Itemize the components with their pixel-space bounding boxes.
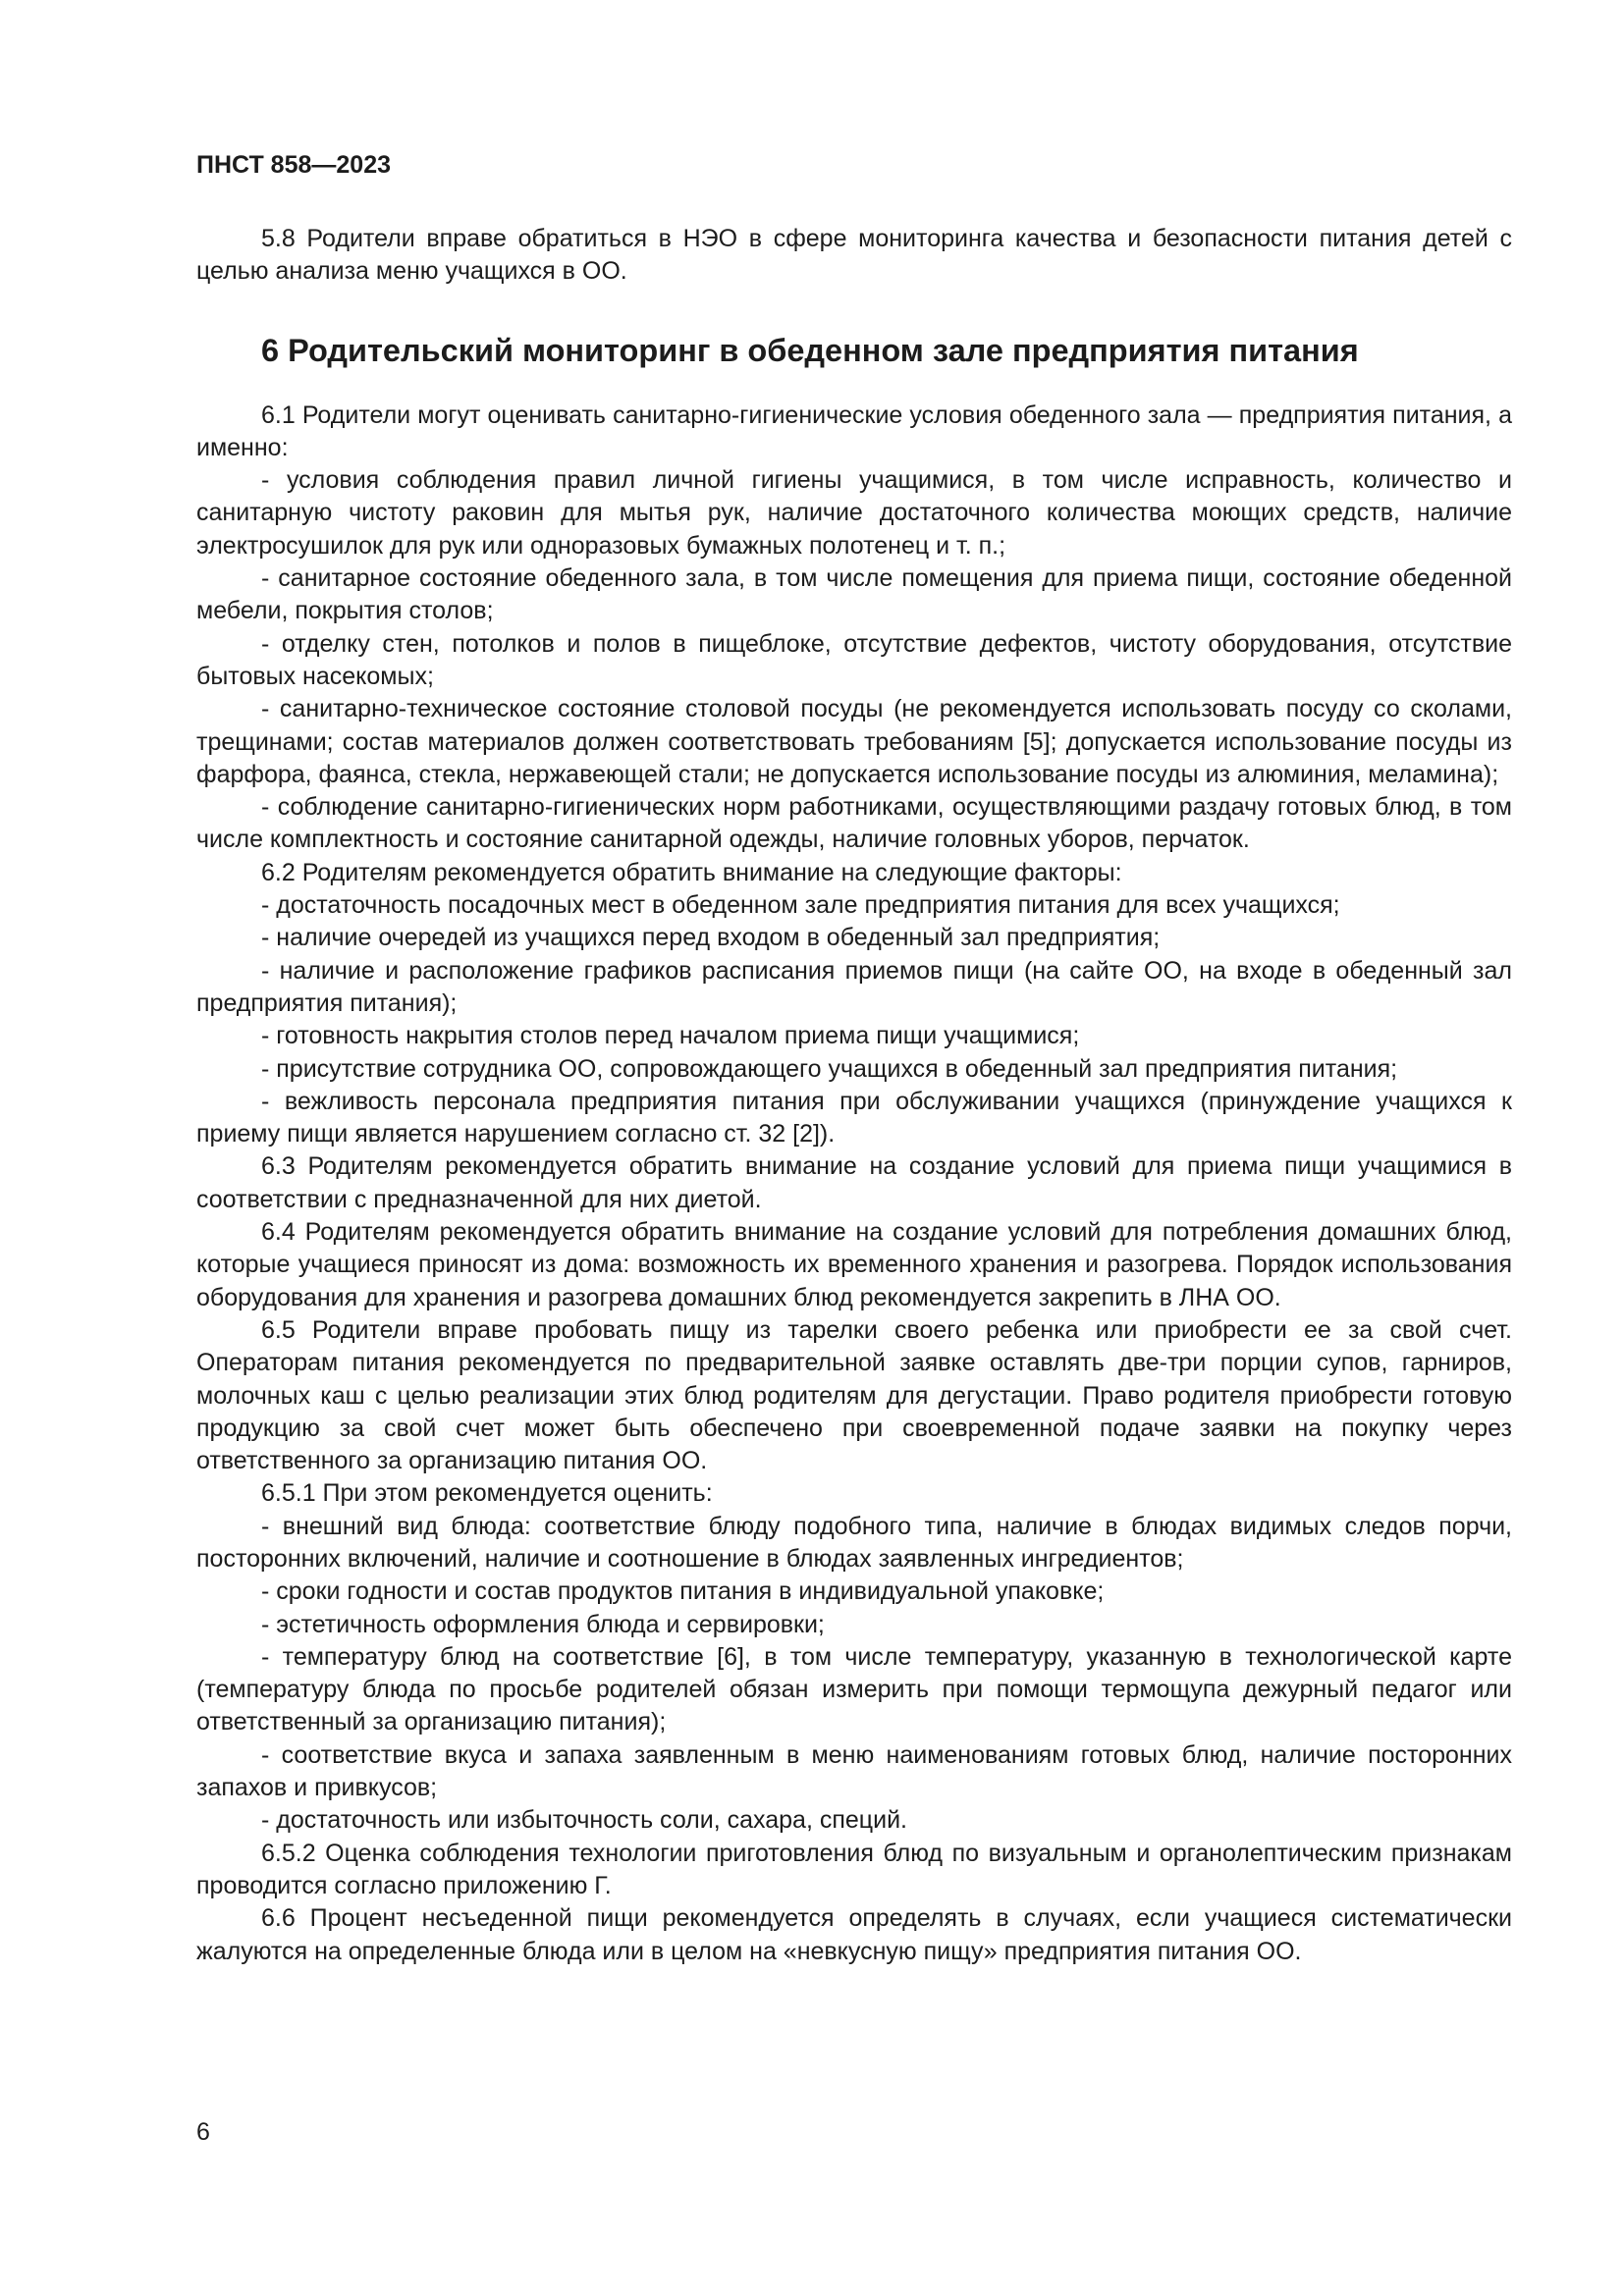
list-item: - условия соблюдения правил личной гигиены учащимися, в том числе исправность, количество и санитарную чистоту раковин для мытья рук, наличие достаточного количества моющих средств, наличие электросушилок для рук или одноразовых бумажных полотенец и т. п.;: [196, 466, 1512, 560]
list-item: - сроки годности и состав продуктов питания в индивидуальной упаковке;: [261, 1577, 1105, 1606]
list-item: - наличие и расположение графиков расписания приемов пищи (на сайте ОО, на входе в обеденный зал предприятия питания);: [196, 956, 1512, 1017]
paragraph-6-2: 6.2 Родителям рекомендуется обратить внимание на следующие факторы:: [261, 858, 1122, 886]
list-item: - наличие очередей из учащихся перед входом в обеденный зал предприятия;: [261, 924, 1161, 952]
list-item: - санитарное состояние обеденного зала, в том числе помещения для приема пищи, состояние обеденной мебели, покрытия столов;: [196, 564, 1512, 625]
list-item: - внешний вид блюда: соответствие блюду подобного типа, наличие в блюдах видимых следов порчи, посторонних включений, наличие и соотношение в блюдах заявленных ингредиентов;: [196, 1512, 1512, 1573]
list-item: - присутствие сотрудника ОО, сопровождающего учащихся в обеденный зал предприятия питания;: [261, 1054, 1398, 1083]
paragraph-6-3: 6.3 Родителям рекомендуется обратить внимание на создание условий для приема пищи учащимися в соответствии с предназначенной для них диетой.: [196, 1152, 1512, 1213]
paragraph-6-5: 6.5 Родители вправе пробовать пищу из тарелки своего ребенка или приобрести ее за свой счет. Операторам питания рекомендуется по предварительной заявке оставлять две-три порции супов, гарниров, молочных каш с целью реализации этих блюд родителям для дегустации. Право родителя приобрести готовую продукцию за свой счет может быть обеспечено при своевременной подаче заявки на покупку через ответственного за организацию питания ОО.: [196, 1315, 1512, 1475]
paragraph-6-4: 6.4 Родителям рекомендуется обратить внимание на создание условий для потребления домашних блюд, которые учащиеся приносят из дома: возможность их временного хранения и разогрева. Порядок использования оборудования для хранения и разогрева домашних блюд рекомендуется закрепить в ЛНА ОО.: [196, 1218, 1512, 1311]
page-content: [196, 223, 1512, 1968]
list-item: - соответствие вкуса и запаха заявленным в меню наименованиям готовых блюд, наличие посторонних запахов и привкусов;: [196, 1740, 1512, 1802]
list-item: - температуру блюд на соответствие [6], в том числе температуру, указанную в технологической карте (температуру блюда по просьбе родителей обязан измерить при помощи термощупа дежурный педагог или ответственный за организацию питания);: [196, 1642, 1512, 1736]
list-item: - достаточность посадочных мест в обеденном зале предприятия питания для всех учащихся;: [261, 891, 1340, 920]
list-item: - готовность накрытия столов перед началом приема пищи учащимися;: [261, 1022, 1080, 1050]
list-item: - отделку стен, потолков и полов в пищеблоке, отсутствие дефектов, чистоту оборудования, отсутствие бытовых насекомых;: [196, 629, 1512, 690]
paragraph-6-5-2: 6.5.2 Оценка соблюдения технологии приготовления блюд по визуальным и органолептическим признакам проводится согласно приложению Г.: [196, 1839, 1512, 1899]
paragraph-5-8: 5.8 Родители вправе обратиться в НЭО в сфере мониторинга качества и безопасности питания детей с целью анализа меню учащихся в ОО.: [196, 225, 1512, 286]
list-item: - санитарно-техническое состояние столовой посуды (не рекомендуется использовать посуду со сколами, трещинами; состав материалов должен соответствовать требованиям [5]; допускается использование посуды из фарфора, фаянса, стекла, нержавеющей стали; не допускается использование посуды из алюминия, меламина);: [196, 695, 1512, 788]
list-item: - эстетичность оформления блюда и сервировки;: [261, 1610, 825, 1638]
paragraph-6-1: 6.1 Родители могут оценивать санитарно-гигиенические условия обеденного зала — предприятия питания, а именно:: [196, 400, 1512, 461]
section-6-heading: 6 Родительский мониторинг в обеденном зале предприятия питания: [261, 332, 1359, 368]
document-code: ПНСТ 858—2023: [196, 151, 391, 179]
page-number: 6: [196, 2118, 210, 2146]
list-item: - вежливость персонала предприятия питания при обслуживании учащихся (принуждение учащихся к приему пищи является нарушением согласно ст. 32 [2]).: [196, 1087, 1512, 1148]
paragraph-6-5-1: 6.5.1 При этом рекомендуется оценить:: [261, 1479, 713, 1508]
list-item: - достаточность или избыточность соли, сахара, специй.: [261, 1806, 907, 1835]
paragraph-6-6: 6.6 Процент несъеденной пищи рекомендуется определять в случаях, если учащиеся систематически жалуются на определенные блюда или в целом на «невкусную пищу» предприятия питания ОО.: [196, 1904, 1512, 1965]
list-item: - соблюдение санитарно-гигиенических норм работниками, осуществляющими раздачу готовых блюд, в том числе комплектность и состояние санитарной одежды, наличие головных уборов, перчаток.: [196, 793, 1512, 854]
